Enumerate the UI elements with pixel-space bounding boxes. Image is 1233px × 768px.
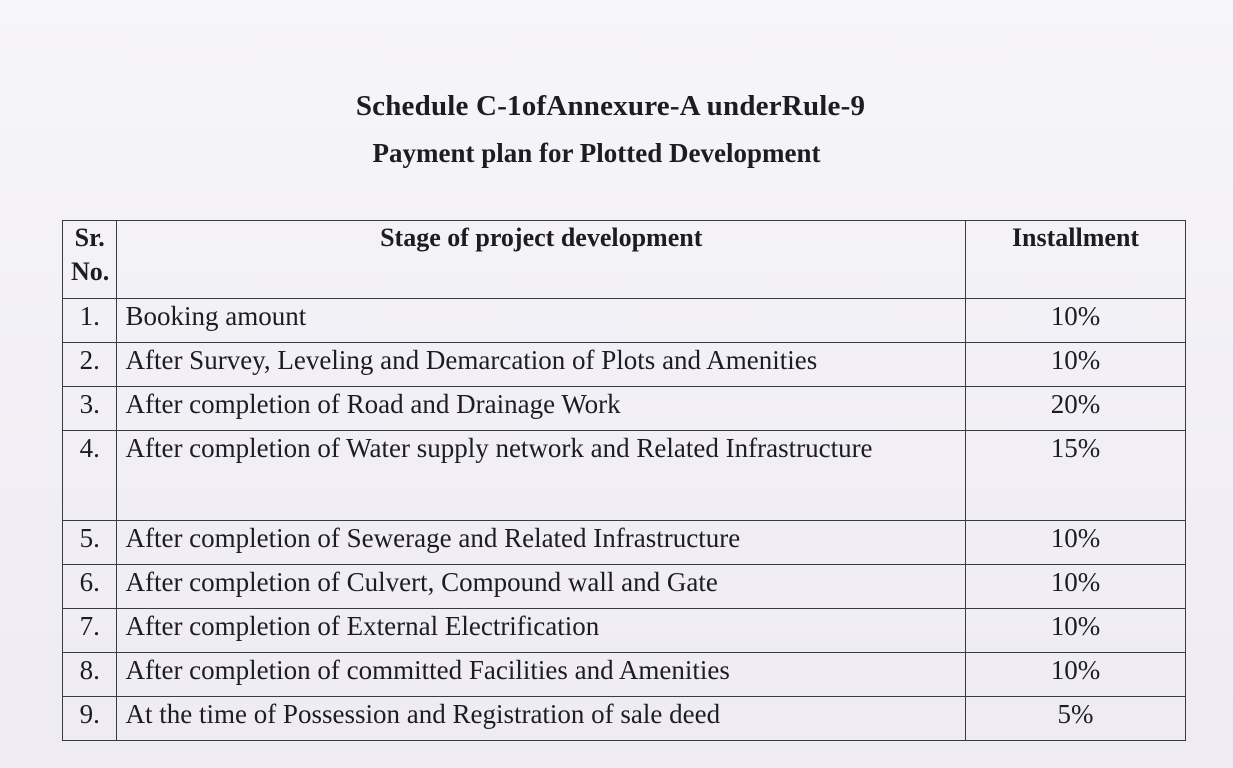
row-installment: 5% [966,697,1186,741]
row-stage: After completion of Road and Drainage Work [117,387,966,431]
header-sr-no: Sr. No. [63,221,117,299]
table-row [63,387,1186,431]
row-installment: 10% [966,609,1186,653]
table-row [63,431,1186,521]
row-stage: Booking amount [117,299,966,343]
payment-plan-table [62,220,1186,741]
row-number: 3. [63,387,117,431]
header-stage: Stage of project development [117,221,966,299]
table-row [63,697,1186,741]
table-header-row [63,221,1186,299]
row-number: 6. [63,565,117,609]
row-stage: After completion of committed Facilities and Amenities [117,653,966,697]
table-row [63,653,1186,697]
row-number: 5. [63,521,117,565]
row-stage: At the time of Possession and Registration of sale deed [117,697,966,741]
table-row [63,565,1186,609]
row-installment: 10% [966,653,1186,697]
row-number: 2. [63,343,117,387]
row-number: 4. [63,431,117,521]
row-installment: 15% [966,431,1186,521]
row-number: 1. [63,299,117,343]
row-installment: 10% [966,521,1186,565]
table-body [63,299,1186,741]
row-installment: 10% [966,299,1186,343]
row-number: 8. [63,653,117,697]
row-stage: After completion of Sewerage and Related Infrastructure [117,521,966,565]
row-stage: After Survey, Leveling and Demarcation of Plots and Amenities [117,343,966,387]
row-stage: After completion of Water supply network and Related Infrastructure [117,431,966,521]
row-installment: 10% [966,343,1186,387]
document-title: Schedule C-1ofAnnexure-A underRule-9 [355,90,866,122]
row-stage: After completion of External Electrification [117,609,966,653]
table-row [63,521,1186,565]
row-stage: After completion of Culvert, Compound wall and Gate [117,565,966,609]
row-number: 7. [63,609,117,653]
row-installment: 10% [966,565,1186,609]
header-installment: Installment [966,221,1186,299]
table-row [63,299,1186,343]
table-row [63,343,1186,387]
row-number: 9. [63,697,117,741]
table-row [63,609,1186,653]
row-installment: 20% [966,387,1186,431]
document-subtitle: Payment plan for Plotted Development [372,138,821,168]
